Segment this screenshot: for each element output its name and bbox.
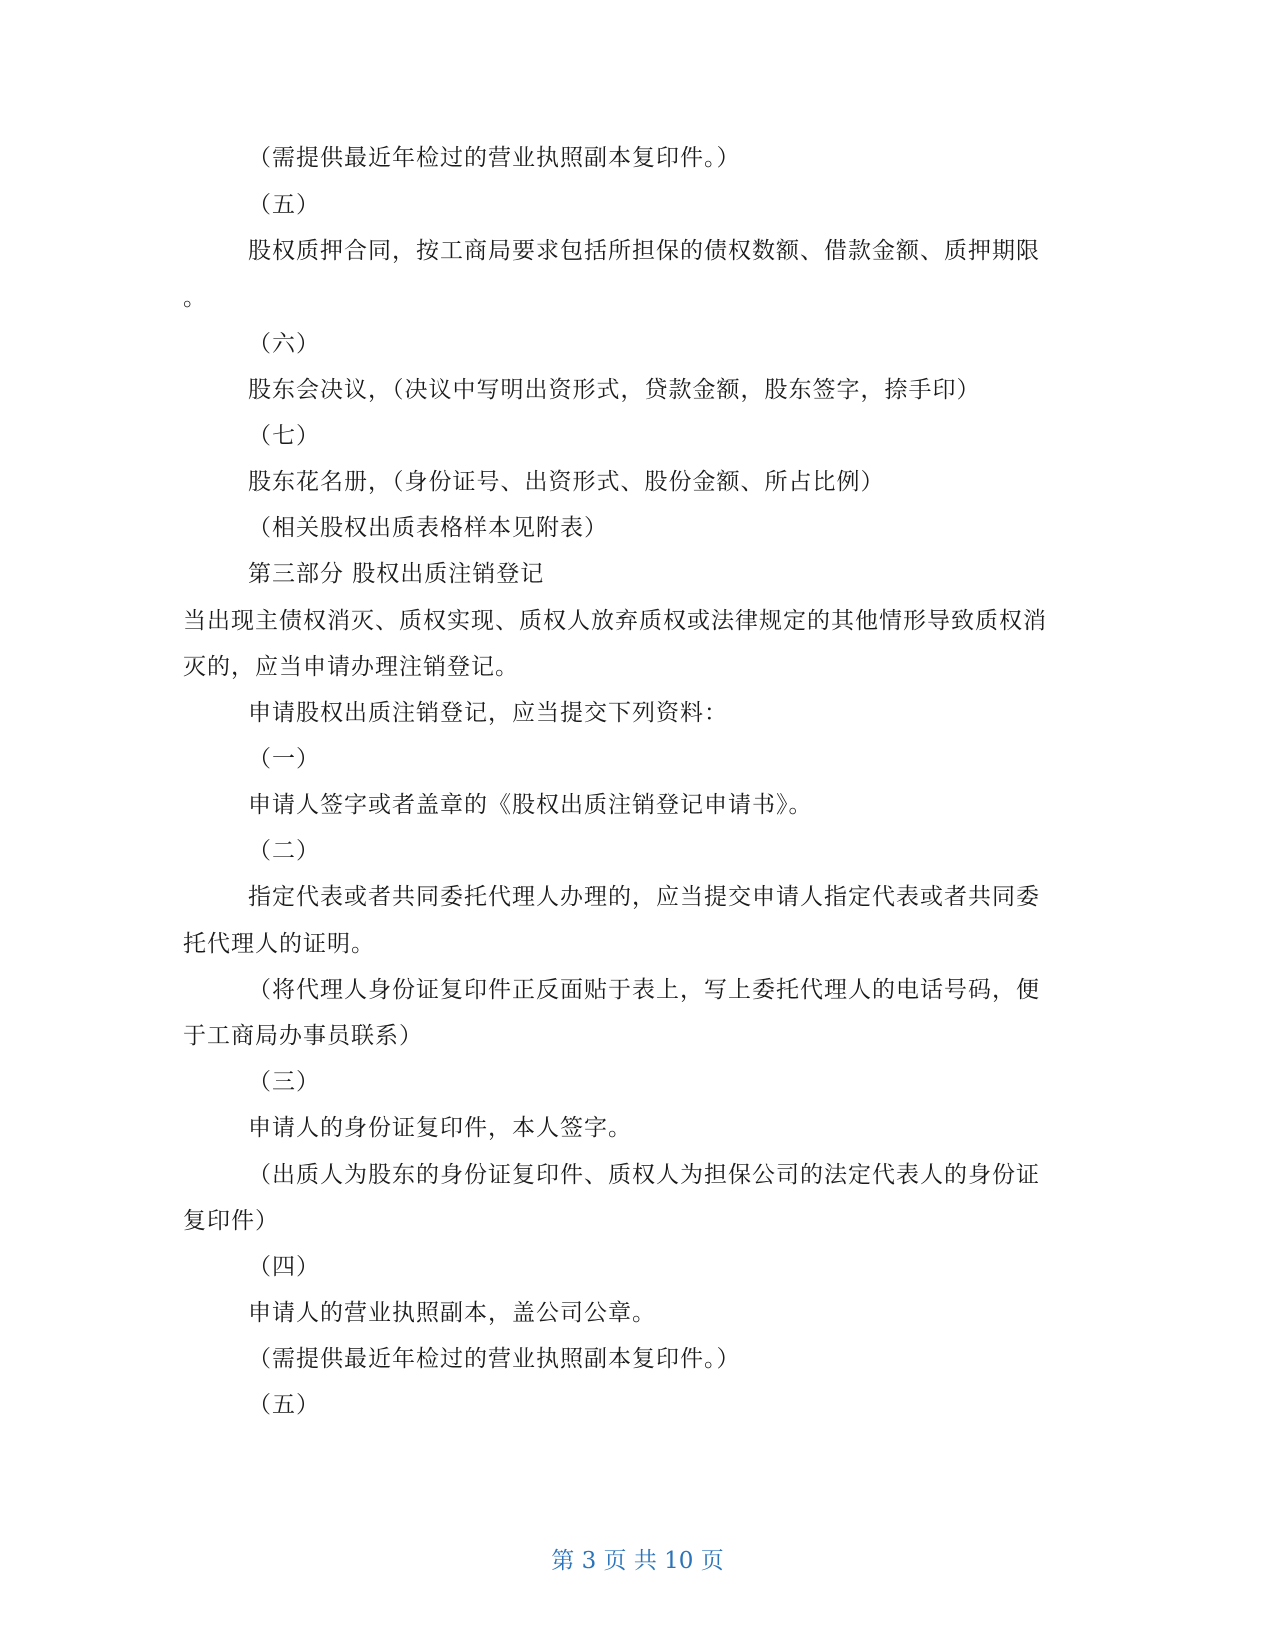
text-line: （一） — [248, 746, 320, 772]
text-line: （需提供最近年检过的营业执照副本复印件。） — [248, 1346, 741, 1372]
text-line: 申请人签字或者盖章的《股权出质注销登记申请书》。 — [248, 792, 813, 818]
text-line: 灭的，应当申请办理注销登记。 — [183, 654, 519, 680]
text-line: （四） — [248, 1254, 320, 1280]
text-line: 申请股权出质注销登记，应当提交下列资料： — [248, 700, 728, 726]
text-line: 复印件） — [183, 1208, 279, 1234]
text-line: （三） — [248, 1069, 320, 1095]
text-line: （五） — [248, 1392, 320, 1418]
text-line: 股权质押合同，按工商局要求包括所担保的债权数额、借款金额、质押期限 — [248, 238, 1040, 264]
text-line: 于工商局办事员联系） — [183, 1023, 423, 1049]
text-line: （需提供最近年检过的营业执照副本复印件。） — [248, 145, 741, 171]
text-line: 。 — [183, 285, 207, 311]
text-line: （七） — [248, 423, 320, 449]
text-line: 指定代表或者共同委托代理人办理的，应当提交申请人指定代表或者共同委 — [248, 884, 1040, 910]
text-line: （相关股权出质表格样本见附表） — [248, 515, 608, 541]
section-heading: 第三部分 股权出质注销登记 — [248, 561, 545, 587]
text-line: 当出现主债权消灭、质权实现、质权人放弃质权或法律规定的其他情形导致质权消 — [183, 608, 1047, 634]
text-line: （六） — [248, 331, 320, 357]
text-line: 托代理人的证明。 — [183, 931, 375, 957]
text-line: （二） — [248, 838, 320, 864]
text-line: （出质人为股东的身份证复印件、质权人为担保公司的法定代表人的身份证 — [248, 1162, 1040, 1188]
page-number: 第 3 页 共 10 页 — [551, 1548, 724, 1574]
text-line: 申请人的身份证复印件，本人签字。 — [248, 1115, 632, 1141]
text-line: 申请人的营业执照副本，盖公司公章。 — [248, 1300, 656, 1326]
text-line: （五） — [248, 192, 320, 218]
text-line: （将代理人身份证复印件正反面贴于表上，写上委托代理人的电话号码，便 — [248, 977, 1040, 1003]
text-line: 股东会决议，（决议中写明出资形式，贷款金额，股东签字，捺手印） — [248, 377, 981, 403]
text-line: 股东花名册，（身份证号、出资形式、股份金额、所占比例） — [248, 469, 885, 495]
